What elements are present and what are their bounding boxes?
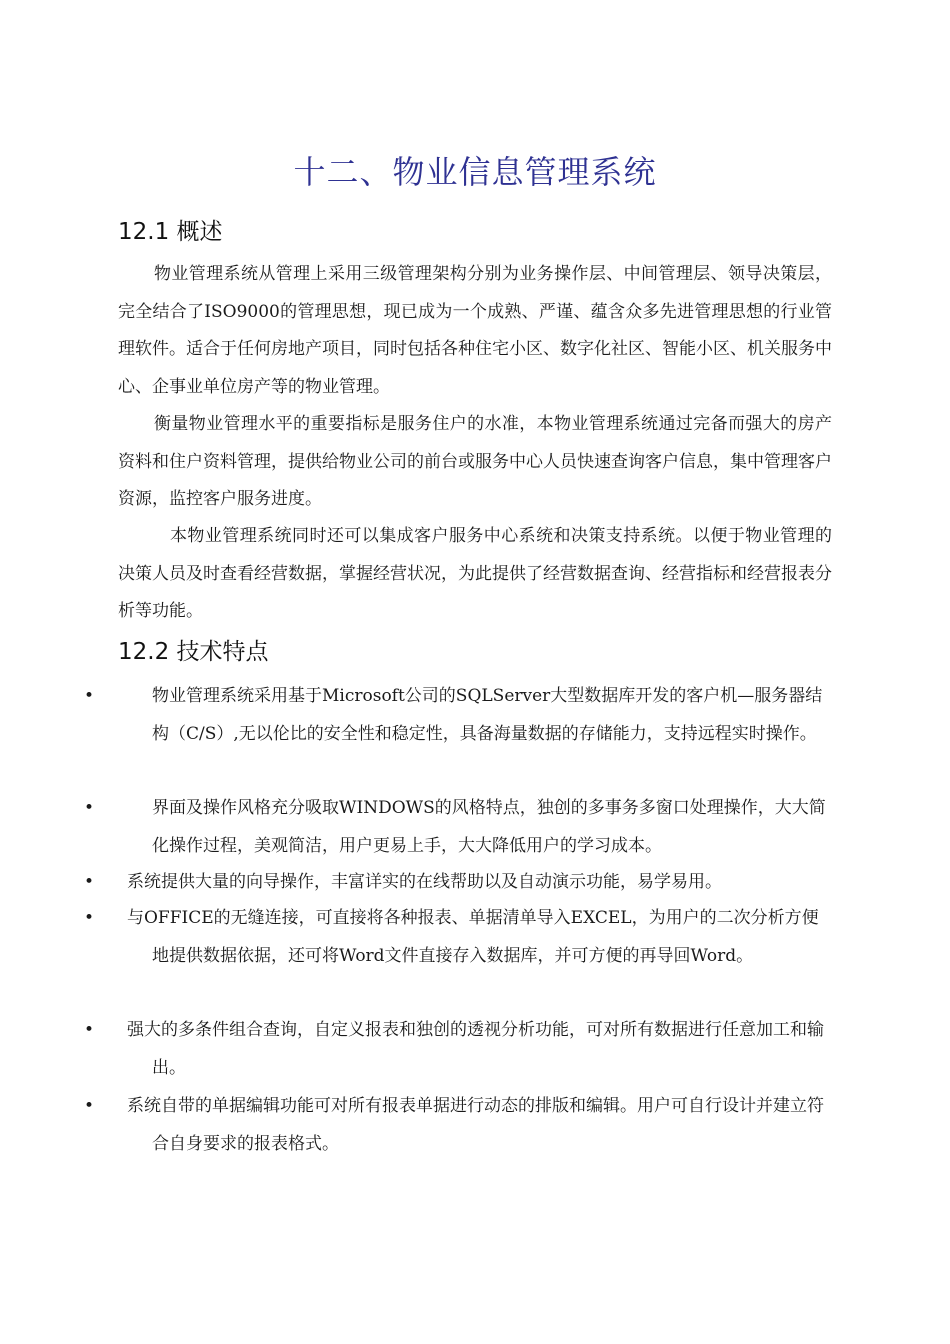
feature-bullet-3 xyxy=(84,864,832,902)
bullet-marker: • xyxy=(84,1020,95,1040)
section-heading-features: 12.2 技术特点 xyxy=(118,639,269,665)
overview-paragraph-1: 物业管理系统从管理上采用三级管理架构分别为业务操作层、中间管理层、领导决策层，完全结合了ISO9000的管理思想，现已成为一个成熟、严谨、蕴含众多先进管理思想的行业管理软件。适合于任何房地产项目，同时包括各种住宅小区、数字化社区、智能小区、机关服务中心、企事业单位房产等的物业管理。 xyxy=(118,264,832,397)
bullet-marker: • xyxy=(84,686,95,706)
bullet-marker: • xyxy=(84,872,95,892)
feature-text: 强大的多条件组合查询，自定义报表和独创的透视分析功能，可对所有数据进行任意加工和输出。 xyxy=(127,1020,824,1078)
feature-bullet-1 xyxy=(84,678,832,753)
feature-text: 系统自带的单据编辑功能可对所有报表单据进行动态的排版和编辑。用户可自行设计并建立符合自身要求的报表格式。 xyxy=(127,1096,824,1154)
document-title: 十二、物业信息管理系统 xyxy=(293,153,657,191)
bullet-marker: • xyxy=(84,908,95,928)
section-heading-overview: 12.1 概述 xyxy=(118,219,223,245)
feature-bullet-5 xyxy=(84,1012,832,1087)
feature-text: 物业管理系统采用基于Microsoft公司的SQLServer大型数据库开发的客户机—服务器结构（C/S）,无以伦比的安全性和稳定性，具备海量数据的存储能力，支持远程实时操作。 xyxy=(152,686,823,744)
feature-text: 界面及操作风格充分吸取WINDOWS的风格特点，独创的多事务多窗口处理操作，大大简化操作过程，美观简洁，用户更易上手，大大降低用户的学习成本。 xyxy=(152,798,826,856)
bullet-marker: • xyxy=(84,1096,95,1116)
feature-text: 系统提供大量的向导操作，丰富详实的在线帮助以及自动演示功能，易学易用。 xyxy=(127,872,722,892)
overview-paragraph-3: 本物业管理系统同时还可以集成客户服务中心系统和决策支持系统。以便于物业管理的决策人员及时查看经营数据，掌握经营状况，为此提供了经营数据查询、经营指标和经营报表分析等功能。 xyxy=(118,526,832,621)
feature-text: 与OFFICE的无缝连接，可直接将各种报表、单据清单导入EXCEL，为用户的二次分析方便地提供数据依据，还可将Word文件直接存入数据库，并可方便的再导回Word。 xyxy=(127,908,819,966)
bullet-marker: • xyxy=(84,798,95,818)
overview-paragraph-2: 衡量物业管理水平的重要指标是服务住户的水准，本物业管理系统通过完备而强大的房产资料和住户资料管理，提供给物业公司的前台或服务中心人员快速查询客户信息，集中管理客户资源，监控客户服务进度。 xyxy=(118,414,832,509)
feature-bullet-2 xyxy=(84,790,832,865)
feature-bullet-6 xyxy=(84,1088,832,1163)
feature-bullet-4 xyxy=(84,900,832,975)
